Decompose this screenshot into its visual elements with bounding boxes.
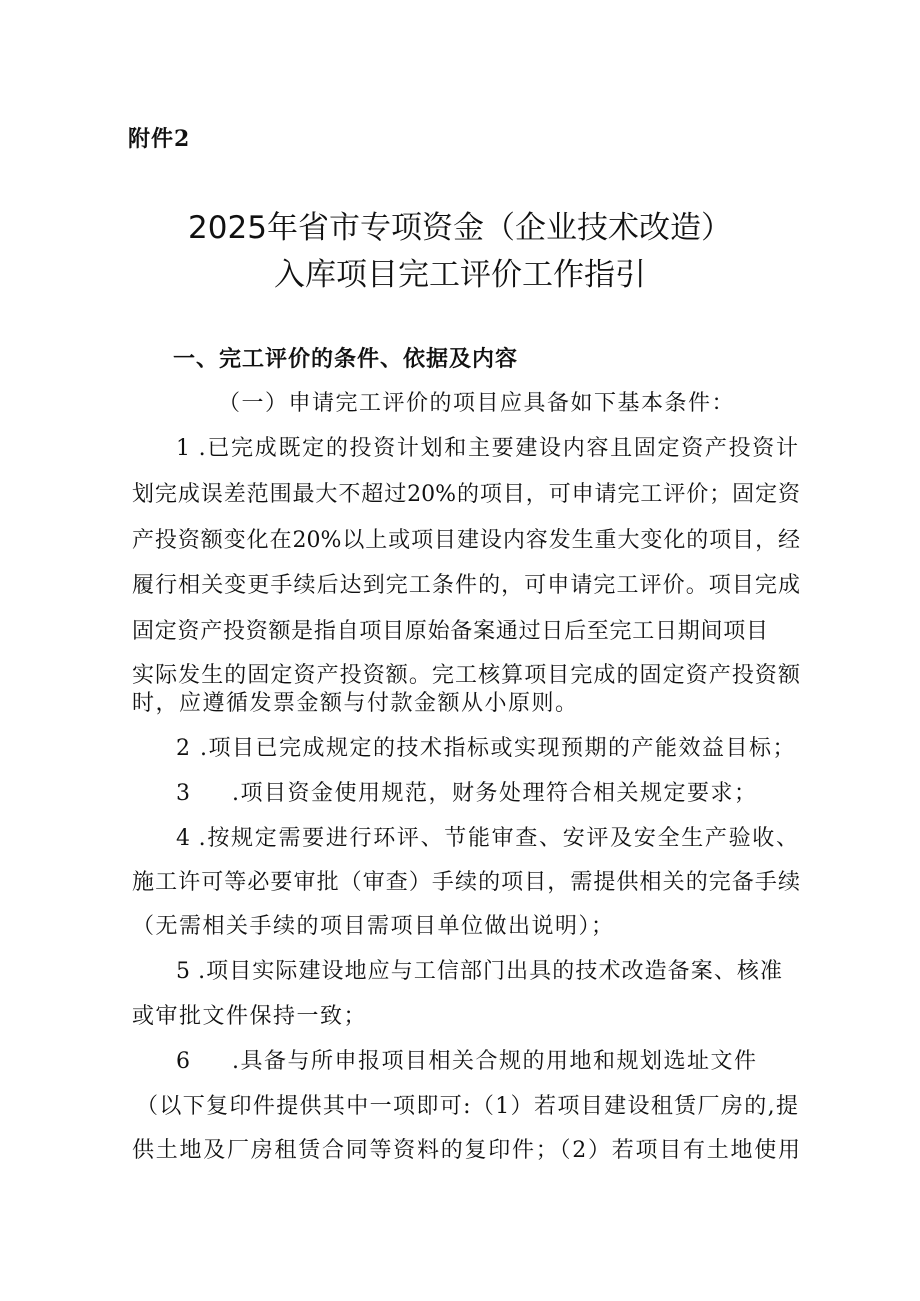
item3 bbox=[176, 779, 844, 809]
item6 bbox=[176, 1047, 844, 1077]
title-line-1: 2025年省市专项资金（企业技术改造） bbox=[188, 210, 732, 246]
item5-line-1: 5 .项目实际建设地应与工信部门出具的技术改造备案、核准 bbox=[176, 959, 782, 984]
item1-line-3: 产投资额变化在20%以上或项目建设内容发生重大变化的项目，经 bbox=[132, 528, 800, 553]
item1-line-1: 1 .已完成既定的投资计划和主要建设内容且固定资产投资计 bbox=[176, 436, 798, 461]
item2: 2 .项目已完成规定的技术指标或实现预期的产能效益目标； bbox=[176, 736, 796, 761]
item6-line-3: 供土地及厂房租赁合同等资料的复印件；（2）若项目有土地使用 bbox=[132, 1138, 800, 1163]
attachment-label: 附件2 bbox=[128, 126, 191, 152]
section-heading: 一、完工评价的条件、依据及内容 bbox=[173, 346, 519, 372]
title-line-2: 入库项目完工评价工作指引 bbox=[274, 257, 646, 293]
item6-line-2: （以下复印件提供其中一项即可:（1）若项目建设租赁厂房的,提 bbox=[136, 1094, 798, 1119]
item1-line-4: 履行相关变更手续后达到完工条件的，可申请完工评价。项目完成 bbox=[132, 573, 800, 598]
item3-number: 3 bbox=[176, 781, 192, 806]
item1-line-6: 实际发生的固定资产投资额。完工核算项目完成的固定资产投资额 bbox=[132, 663, 800, 688]
item6-text: .具备与所申报项目相关合规的用地和规划选址文件 bbox=[232, 1049, 758, 1074]
item1-line-7: 时，应遵循发票金额与付款金额从小原则。 bbox=[132, 691, 579, 716]
item4-line-1: 4 .按规定需要进行环评、节能审查、安评及安全生产验收、 bbox=[176, 826, 798, 851]
item3-text: .项目资金使用规范，财务处理符合相关规定要求； bbox=[232, 781, 758, 806]
item4-line-2: 施工许可等必要审批（审查）手续的项目，需提供相关的完备手续 bbox=[132, 870, 800, 895]
item1-line-2: 划完成误差范围最大不超过20%的项目，可申请完工评价；固定资 bbox=[132, 482, 800, 507]
item1-line-5: 固定资产投资额是指自项目原始备案通过日后至完工日期间项目 bbox=[132, 619, 768, 644]
item4-line-3: （无需相关手续的项目需项目单位做出说明）； bbox=[132, 914, 615, 939]
item6-number: 6 bbox=[176, 1049, 192, 1074]
item5-line-2: 或审批文件保持一致； bbox=[132, 1004, 368, 1029]
subsection-heading: （一）申请完工评价的项目应具备如下基本条件： bbox=[218, 391, 736, 416]
